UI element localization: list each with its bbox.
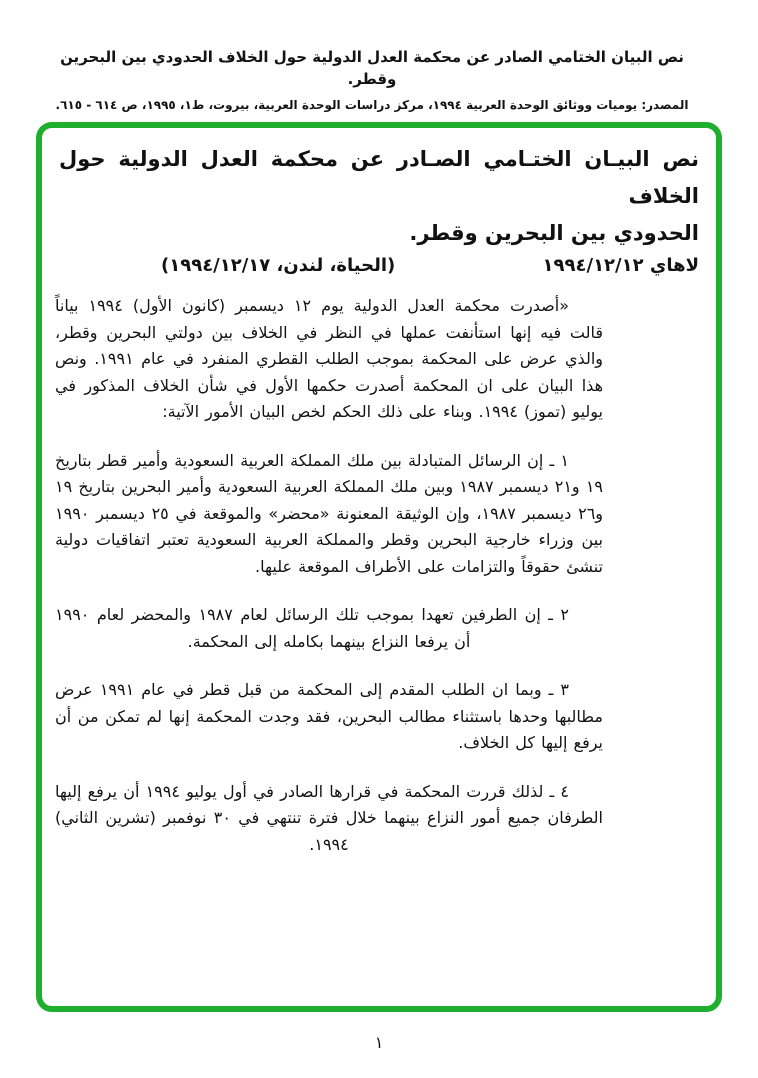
dateline: [59, 255, 699, 276]
document-box: [36, 122, 722, 1012]
document-title-line-2: الحدودي بين البحرين وقطر.: [409, 221, 699, 245]
paragraph-item-3: ٣ ـ وبما ان الطلب المقدم إلى المحكمة من قبل قطر في عام ١٩٩١ عرض مطالبها وحدها باستثناء مطالب البحرين، فقد وجدت المحكمة إنها لم تمكن من أن يرفع إليها كل الخلاف.: [55, 680, 603, 752]
paragraph-item-2: ٢ ـ إن الطرفين تعهدا بموجب تلك الرسائل لعام ١٩٨٧ والمحضر لعام ١٩٩٠ أن يرفعا النزاع بينهما بكامله إلى المحكمة.: [55, 605, 570, 651]
paragraph-item-4: ٤ ـ لذلك قررت المحكمة في قرارها الصادر في أول يوليو ١٩٩٤ أن يرفع إليها الطرفان جميع أمور النزاع بينهما خلال فترة تنتهي في ٣٠ نوفمبر (تشرين الثاني) ١٩٩٤.: [55, 781, 603, 854]
page-header: [42, 46, 702, 113]
document-body: [55, 293, 603, 858]
document-title-line-1: نص البيـان الختـامي الصـادر عن محكمة العدل الدولية حول الخلاف: [59, 147, 699, 208]
page-number: ١: [374, 1033, 384, 1052]
dateline-source: (الحياة، لندن، ١٩٩٤/١٢/١٧): [161, 255, 396, 276]
header-title: نص البيان الختامي الصادر عن محكمة العدل الدولية حول الخلاف الحدودي بين البحرين وقطر.: [60, 48, 684, 88]
header-source: المصدر: يوميات ووثائق الوحدة العربية ١٩٩٤، مركز دراسات الوحدة العربية، بيروت، ط١، ١٩٩٥، ص ٦١٤ - ٦١٥.: [55, 98, 689, 112]
dateline-place: لاهاي ١٩٩٤/١٢/١٢: [542, 255, 699, 276]
document-title: [59, 141, 699, 252]
paragraph-intro: «أصدرت محكمة العدل الدولية يوم ١٢ ديسمبر (كانون الأول) ١٩٩٤ بياناً قالت فيه إنها استأنفت عملها في النظر في الخلاف بين دولتي البحرين وقطر، والذي عرض على المحكمة بموجب الطلب القطري المنفرد في عام ١٩٩١. ونص هذا البيان على ان المحكمة أصدرت حكمها الأول في شأن الخلاف المذكور في يوليو (تموز) ١٩٩٤. وبناء على ذلك الحكم لخص البيان الأمور الآتية:: [55, 296, 603, 421]
paragraph-item-1: ١ ـ إن الرسائل المتبادلة بين ملك المملكة العربية السعودية وأمير قطر بتاريخ ١٩ و٢١ ديسمبر ١٩٨٧ وبين ملك المملكة العربية السعودية وأمير البحرين بتاريخ ١٩ و٢٦ ديسمبر ١٩٨٧، وإن الوثيقة المعنونة «محضر» والموقعة في ٢٥ ديسمبر ١٩٩٠ بين وزراء خارجية البحرين وقطر والمملكة العربية السعودية تعتبر اتفاقيات دولية تنشئ حقوقاً والتزامات على الأطراف الموقعة عليها.: [55, 450, 604, 576]
